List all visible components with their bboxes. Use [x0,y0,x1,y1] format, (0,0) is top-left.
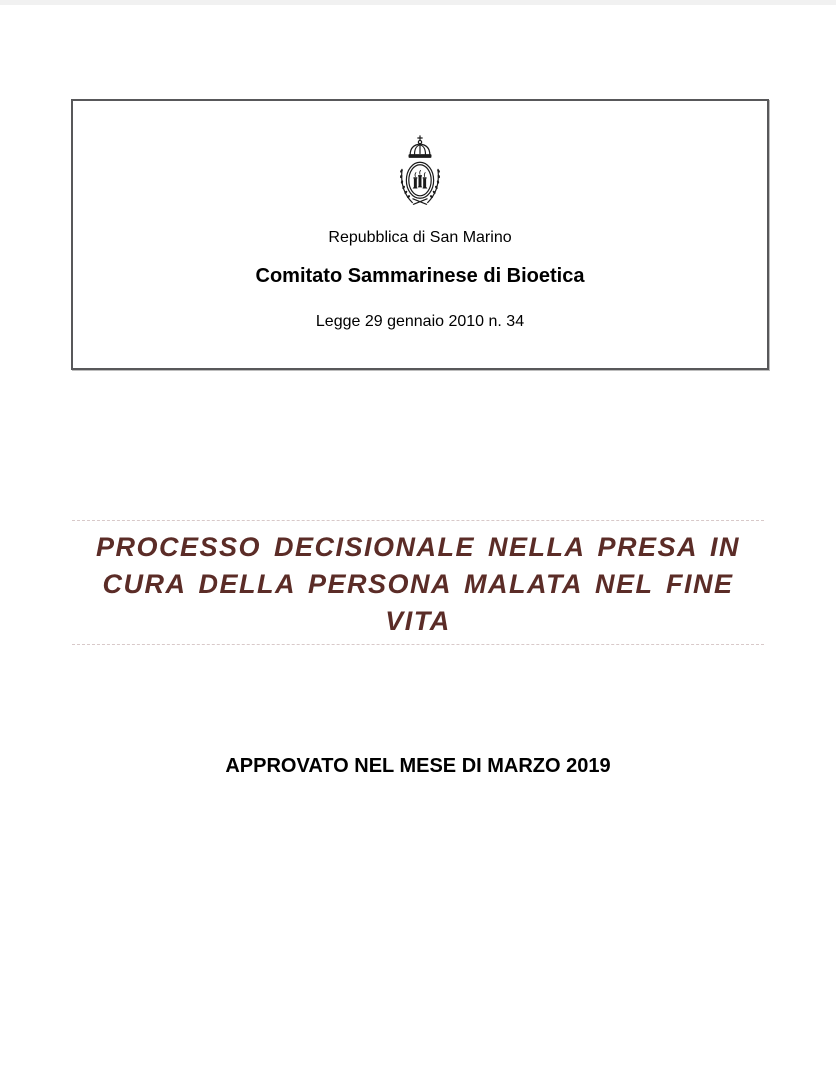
approval-date-label: APPROVATO NEL MESE DI MARZO 2019 [225,755,611,777]
header-republic-label: Repubblica di San Marino [328,229,512,246]
san-marino-coat-of-arms-icon [391,135,449,207]
header-committee-name: Comitato Sammarinese di Bioetica [255,265,585,287]
document-title-line-1: PROCESSO DECISIONALE NELLA PRESA IN [95,532,741,562]
page-top-edge [0,0,836,5]
document-title [72,520,764,645]
header-box [71,99,769,370]
document-title-line-3: VITA [385,606,451,636]
header-law-reference: Legge 29 gennaio 2010 n. 34 [315,313,525,330]
document-title-line-2: CURA DELLA PERSONA MALATA NEL FINE [102,569,734,599]
